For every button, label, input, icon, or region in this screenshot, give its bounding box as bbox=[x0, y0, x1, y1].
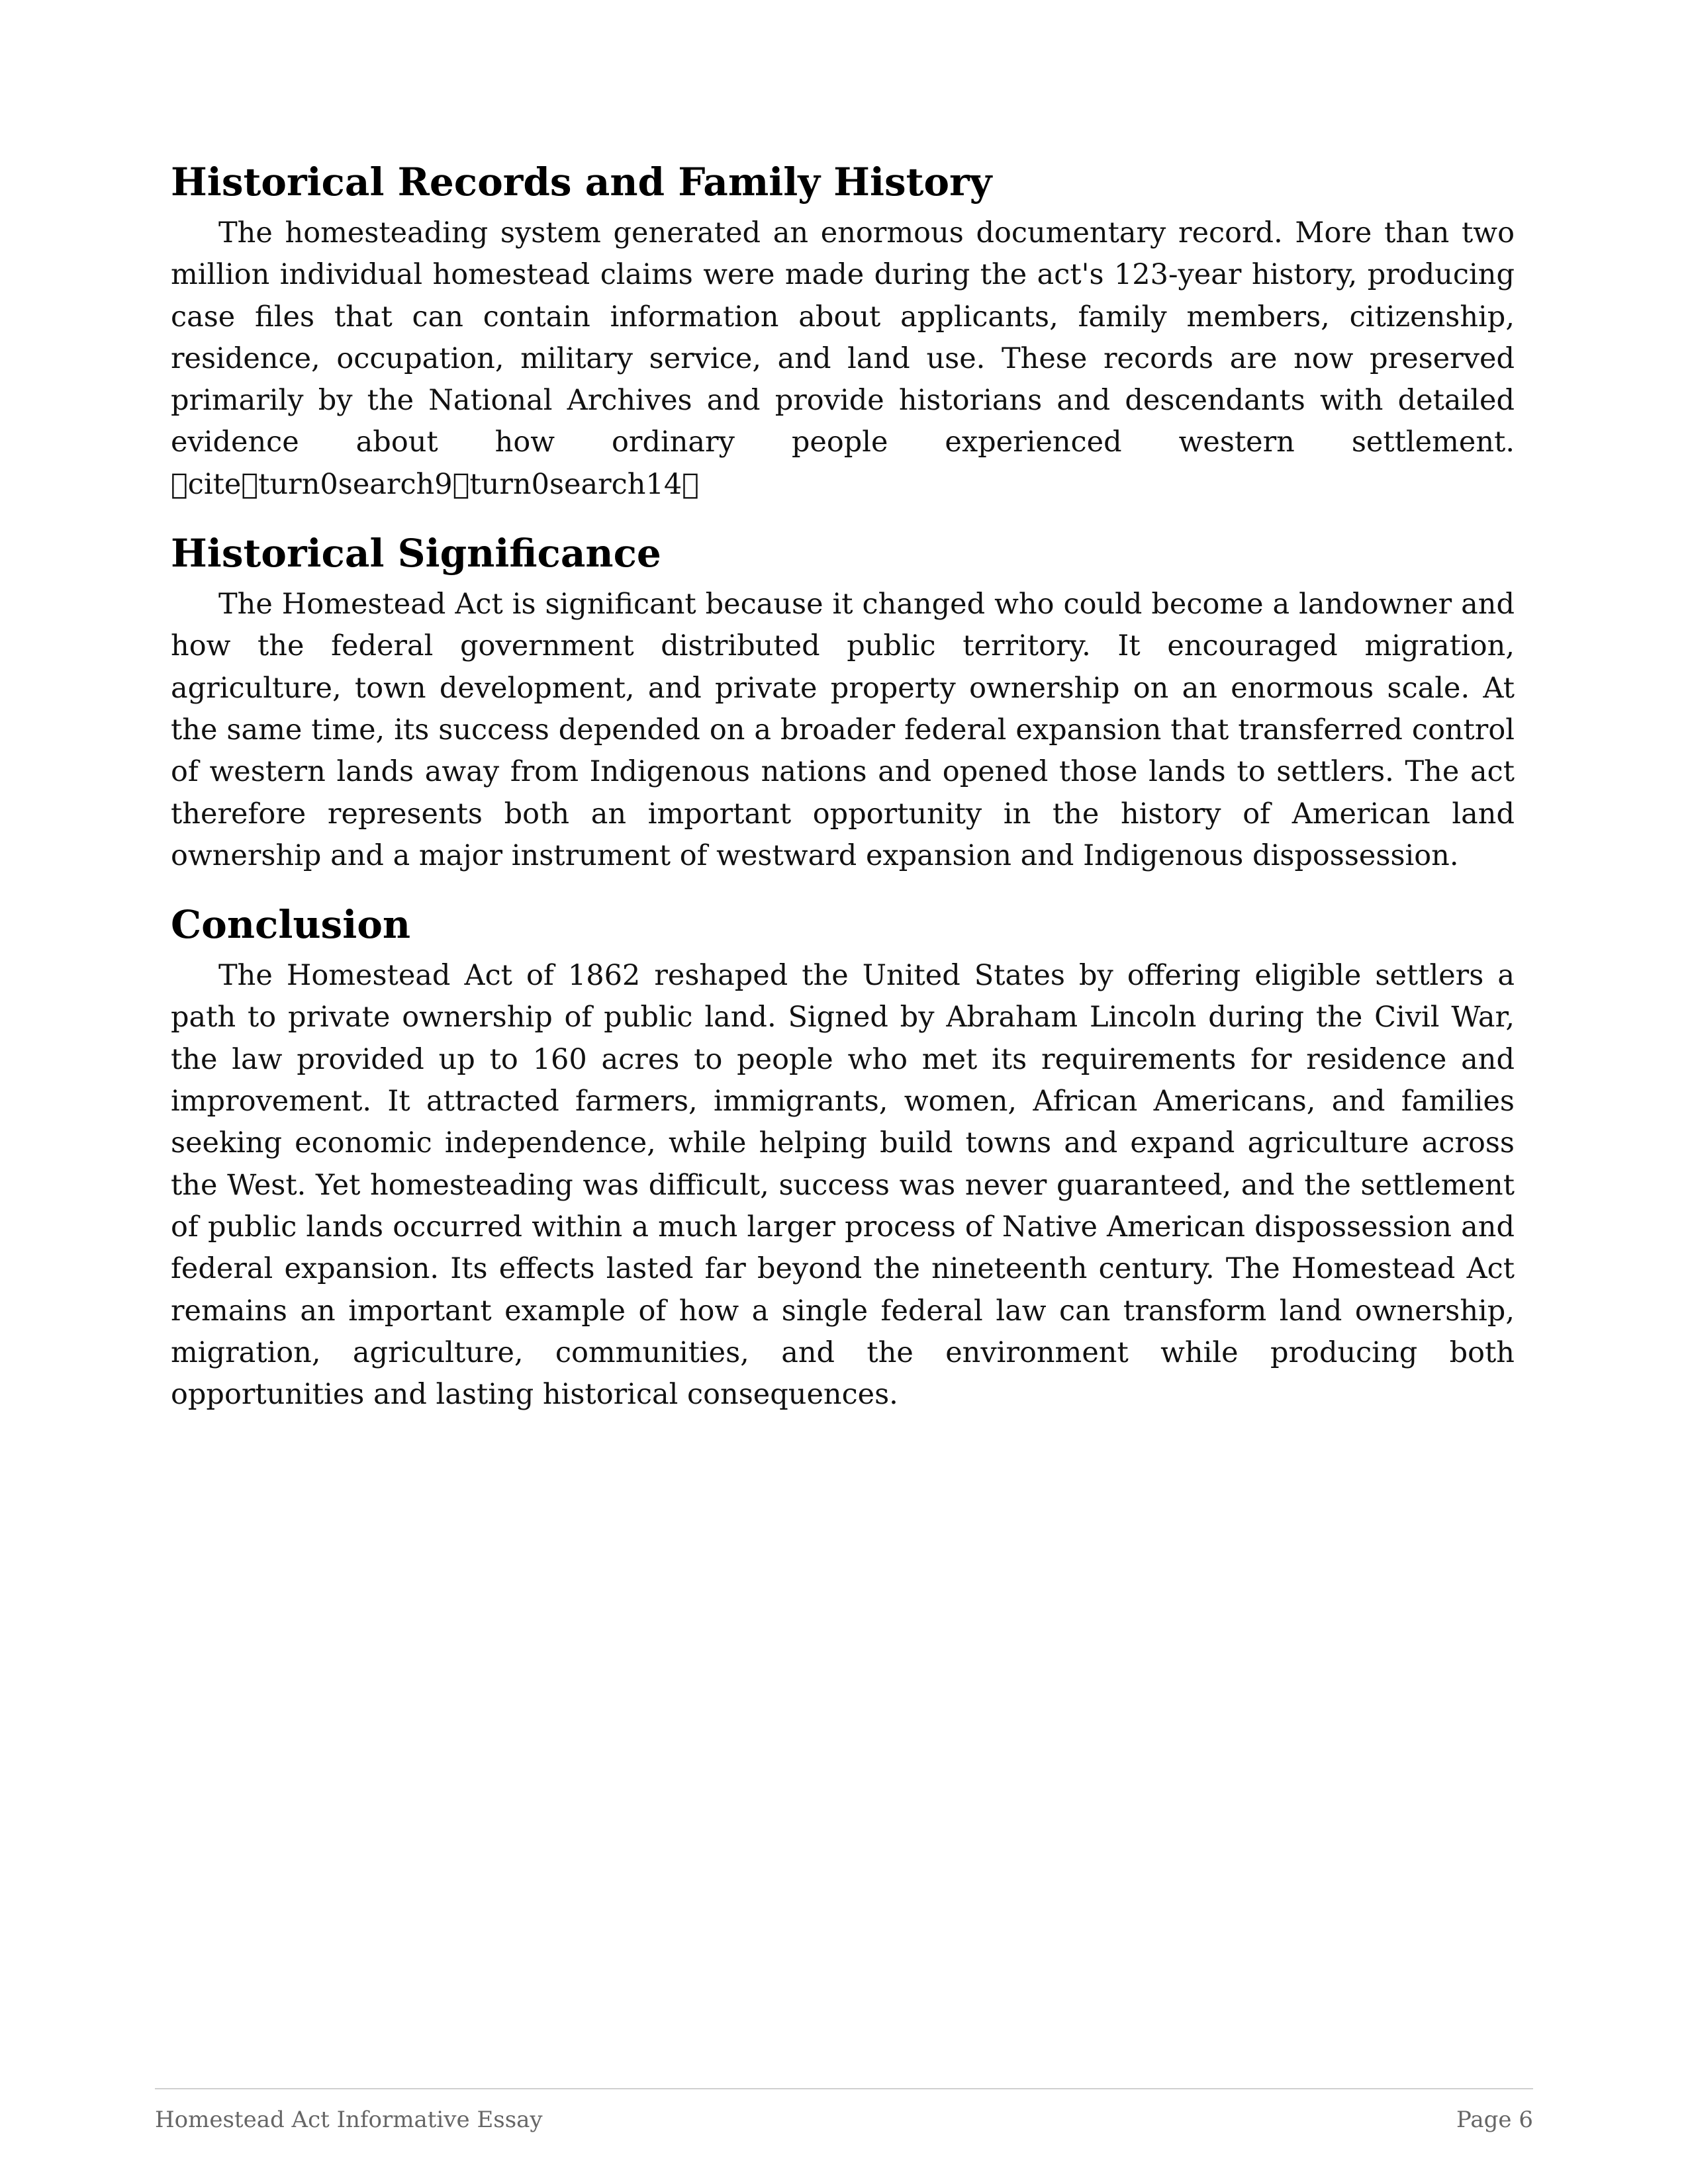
section-paragraph-conclusion: The Homestead Act of 1862 reshaped the United States by offering eligible settlers a path to private ownership of public land. Signed by Abraham Lincoln during the Civil War, the law provided up to 160 acres to people who met its requirements for residence and improvement. It attracted farmers, immigrants, women, African Americans, and families seeking economic independence, while helping build towns and expand agriculture across the West. Yet homesteading was difficult, success was never guaranteed, and the settlement of public lands occurred within a much larger process of Native American dispossession and federal expansion. Its effects lasted far beyond the nineteenth century. The Homestead Act remains an important example of how a single federal law can transform land ownership, migration, agriculture, communities, and the environment while producing both opportunities and lasting historical consequences. bbox=[171, 959, 1515, 1412]
document-body bbox=[171, 156, 1515, 1437]
section-heading-records: Historical Records and Family History bbox=[171, 159, 992, 205]
section-heading-conclusion: Conclusion bbox=[171, 902, 411, 948]
page-footer bbox=[155, 2088, 1533, 2133]
footer-page-number: Page 6 bbox=[1456, 2107, 1533, 2133]
footer-document-title: Homestead Act Informative Essay bbox=[155, 2107, 543, 2133]
section-heading-significance: Historical Significance bbox=[171, 531, 661, 576]
section-paragraph-records: The homesteading system generated an enormous documentary record. More than two million individual homestead claims were made during the act's 123-year history, producing case files that can contain information about applicants, family members, citizenship, residence, occupation, military service, and land use. These records are now preserved primarily by the National Archives and provide historians and descendants with detailed evidence about how ordinary people experienced western settlement. cite turn0search9 turn0search14 bbox=[171, 216, 1515, 501]
section-paragraph-significance: The Homestead Act is significant because it changed who could become a landowner and how the federal government distributed public territory. It encouraged migration, agriculture, town development, and private property ownership on an enormous scale. At the same time, its success depended on a broader federal expansion that transferred control of western lands away from Indigenous nations and opened those lands to settlers. The act therefore represents both an important opportunity in the history of American land ownership and a major instrument of westward expansion and Indigenous dispossession. bbox=[171, 588, 1515, 872]
